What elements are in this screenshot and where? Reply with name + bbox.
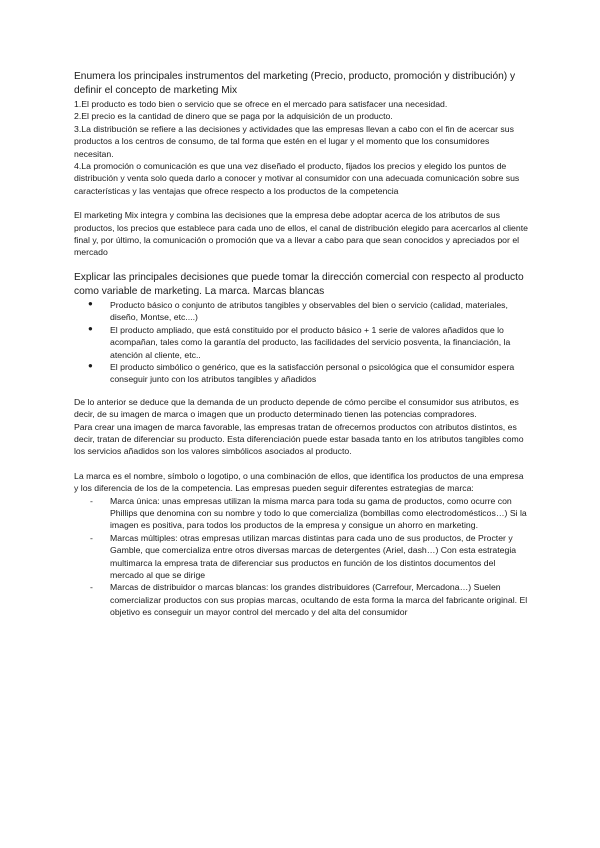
list-item: - Marca única: unas empresas utilizan la misma marca para toda su gama de productos, como ocurre con Phillips que denomina con su nombre y todo lo que comercializa (bombillas como electrodomésticos…) Si la imagen es positiva, para todos los productos de la empresa y consigue un ahorro en marketing. [90, 495, 527, 531]
list-item: ● Producto básico o conjunto de atributos tangibles y observables del bien o servicio (calidad, materiales, diseño, Montse, etc....) [88, 298, 508, 323]
paragraph-brand-definition: La marca es el nombre, símbolo o logotipo, o una combinación de ellos, que identifica los productos de una empresa y los diferencia de los de la competencia. Las empresas pueden seguir diferentes estrategias de marca: [74, 470, 524, 494]
dash-icon: - [90, 532, 93, 543]
question-instruments: Enumera los principales instrumentos del marketing (Precio, producto, promoción y distribución) y definir el concepto de marketing Mix [74, 71, 516, 96]
paragraph-demand: De lo anterior se deduce que la demanda de un producto depende de cómo percibe el consumidor sus atributos, es decir, de su imagen de marca o imagen que un producto determinado tienen las potencias compradores. [74, 396, 519, 420]
bullet-icon: ● [88, 298, 93, 308]
list-item: ● El producto ampliado, que está constituido por el producto básico + 1 serie de valores añadidos que lo acompañan, tales como la garantía del producto, las facilidades del servicio posventa, la financiación, la atención al cliente, etc.. [88, 323, 511, 360]
product-levels-list [74, 299, 528, 386]
bullet-icon: ● [88, 323, 93, 333]
item-product: 1.El producto es todo bien o servicio que se ofrece en el mercado para satisfacer una necesidad. [74, 99, 448, 109]
list-item: ● El producto simbólico o genérico, que es la satisfacción personal o psicológica que el consumidor espera conseguir junto con los atributos tangibles y añadidos [88, 360, 515, 385]
bullet-icon: ● [88, 360, 93, 370]
list-item: - Marcas múltiples: otras empresas utilizan marcas distintas para cada uno de sus productos, de Procter y Gamble, que comercializa entre otros diversas marcas de detergentes (Ariel, dash…) Con esta estrategia multimarca la empresa trata de diferenciar sus productos en función de los distintos documentos del mercado al que se dirige [90, 532, 517, 580]
list-item: - Marcas de distribuidor o marcas blancas: los grandes distribuidores (Carrefour, Mercadona…) Suelen comercializar productos con sus propias marcas, ocultando de esta forma la marca del fabricante original. El objetivo es conseguir un mayor control del mercado y del alta del consumidor [90, 582, 528, 618]
item-price: 2.El precio es la cantidad de dinero que se paga por la adquisición de un producto. [74, 111, 393, 122]
dash-icon: - [90, 495, 93, 506]
item-distribution: 3.La distribución se refiere a las decisiones y actividades que las empresas llevan a cabo con el fin de acercar sus productos a los centros de consumo, de tal forma que estén en el lugar y el momento que los consumidores necesitan. [74, 123, 514, 159]
item-promotion: 4.La promoción o comunicación es que una vez diseñado el producto, fijados los precios y elegido los puntos de distribución y venta solo queda darlo a conocer y motivar al consumidor con una adecuada comunicación sobre sus características y las ventajas que ofrece respecto a los productos de la competencia [74, 161, 520, 196]
brand-strategies-list [74, 495, 528, 619]
paragraph-marketing-mix: El marketing Mix integra y combina las decisiones que la empresa debe adoptar acerca de los atributos de sus productos, los precios que establece para cada uno de ellos, el canal de distribución elegido para acercarlos al cliente final y, por último, la comunicación o promoción que va a llevar a cabo para que sean conocidos y apreciados por el mercado [74, 210, 528, 258]
question-product-decisions: Explicar las principales decisiones que puede tomar la dirección comercial con respecto al producto como variable de marketing. La marca. Marcas blancas [74, 271, 524, 297]
paragraph-brand-image: Para crear una imagen de marca favorable, las empresas tratan de ofrecernos productos con atributos distintos, es decir, tratan de diferenciar su producto. Esta diferenciación puede estar basada tanto en los atributos tangibles como los servicios añadidos son los valores simbólicos asociados al producto. [74, 421, 524, 457]
dash-icon: - [90, 582, 93, 593]
